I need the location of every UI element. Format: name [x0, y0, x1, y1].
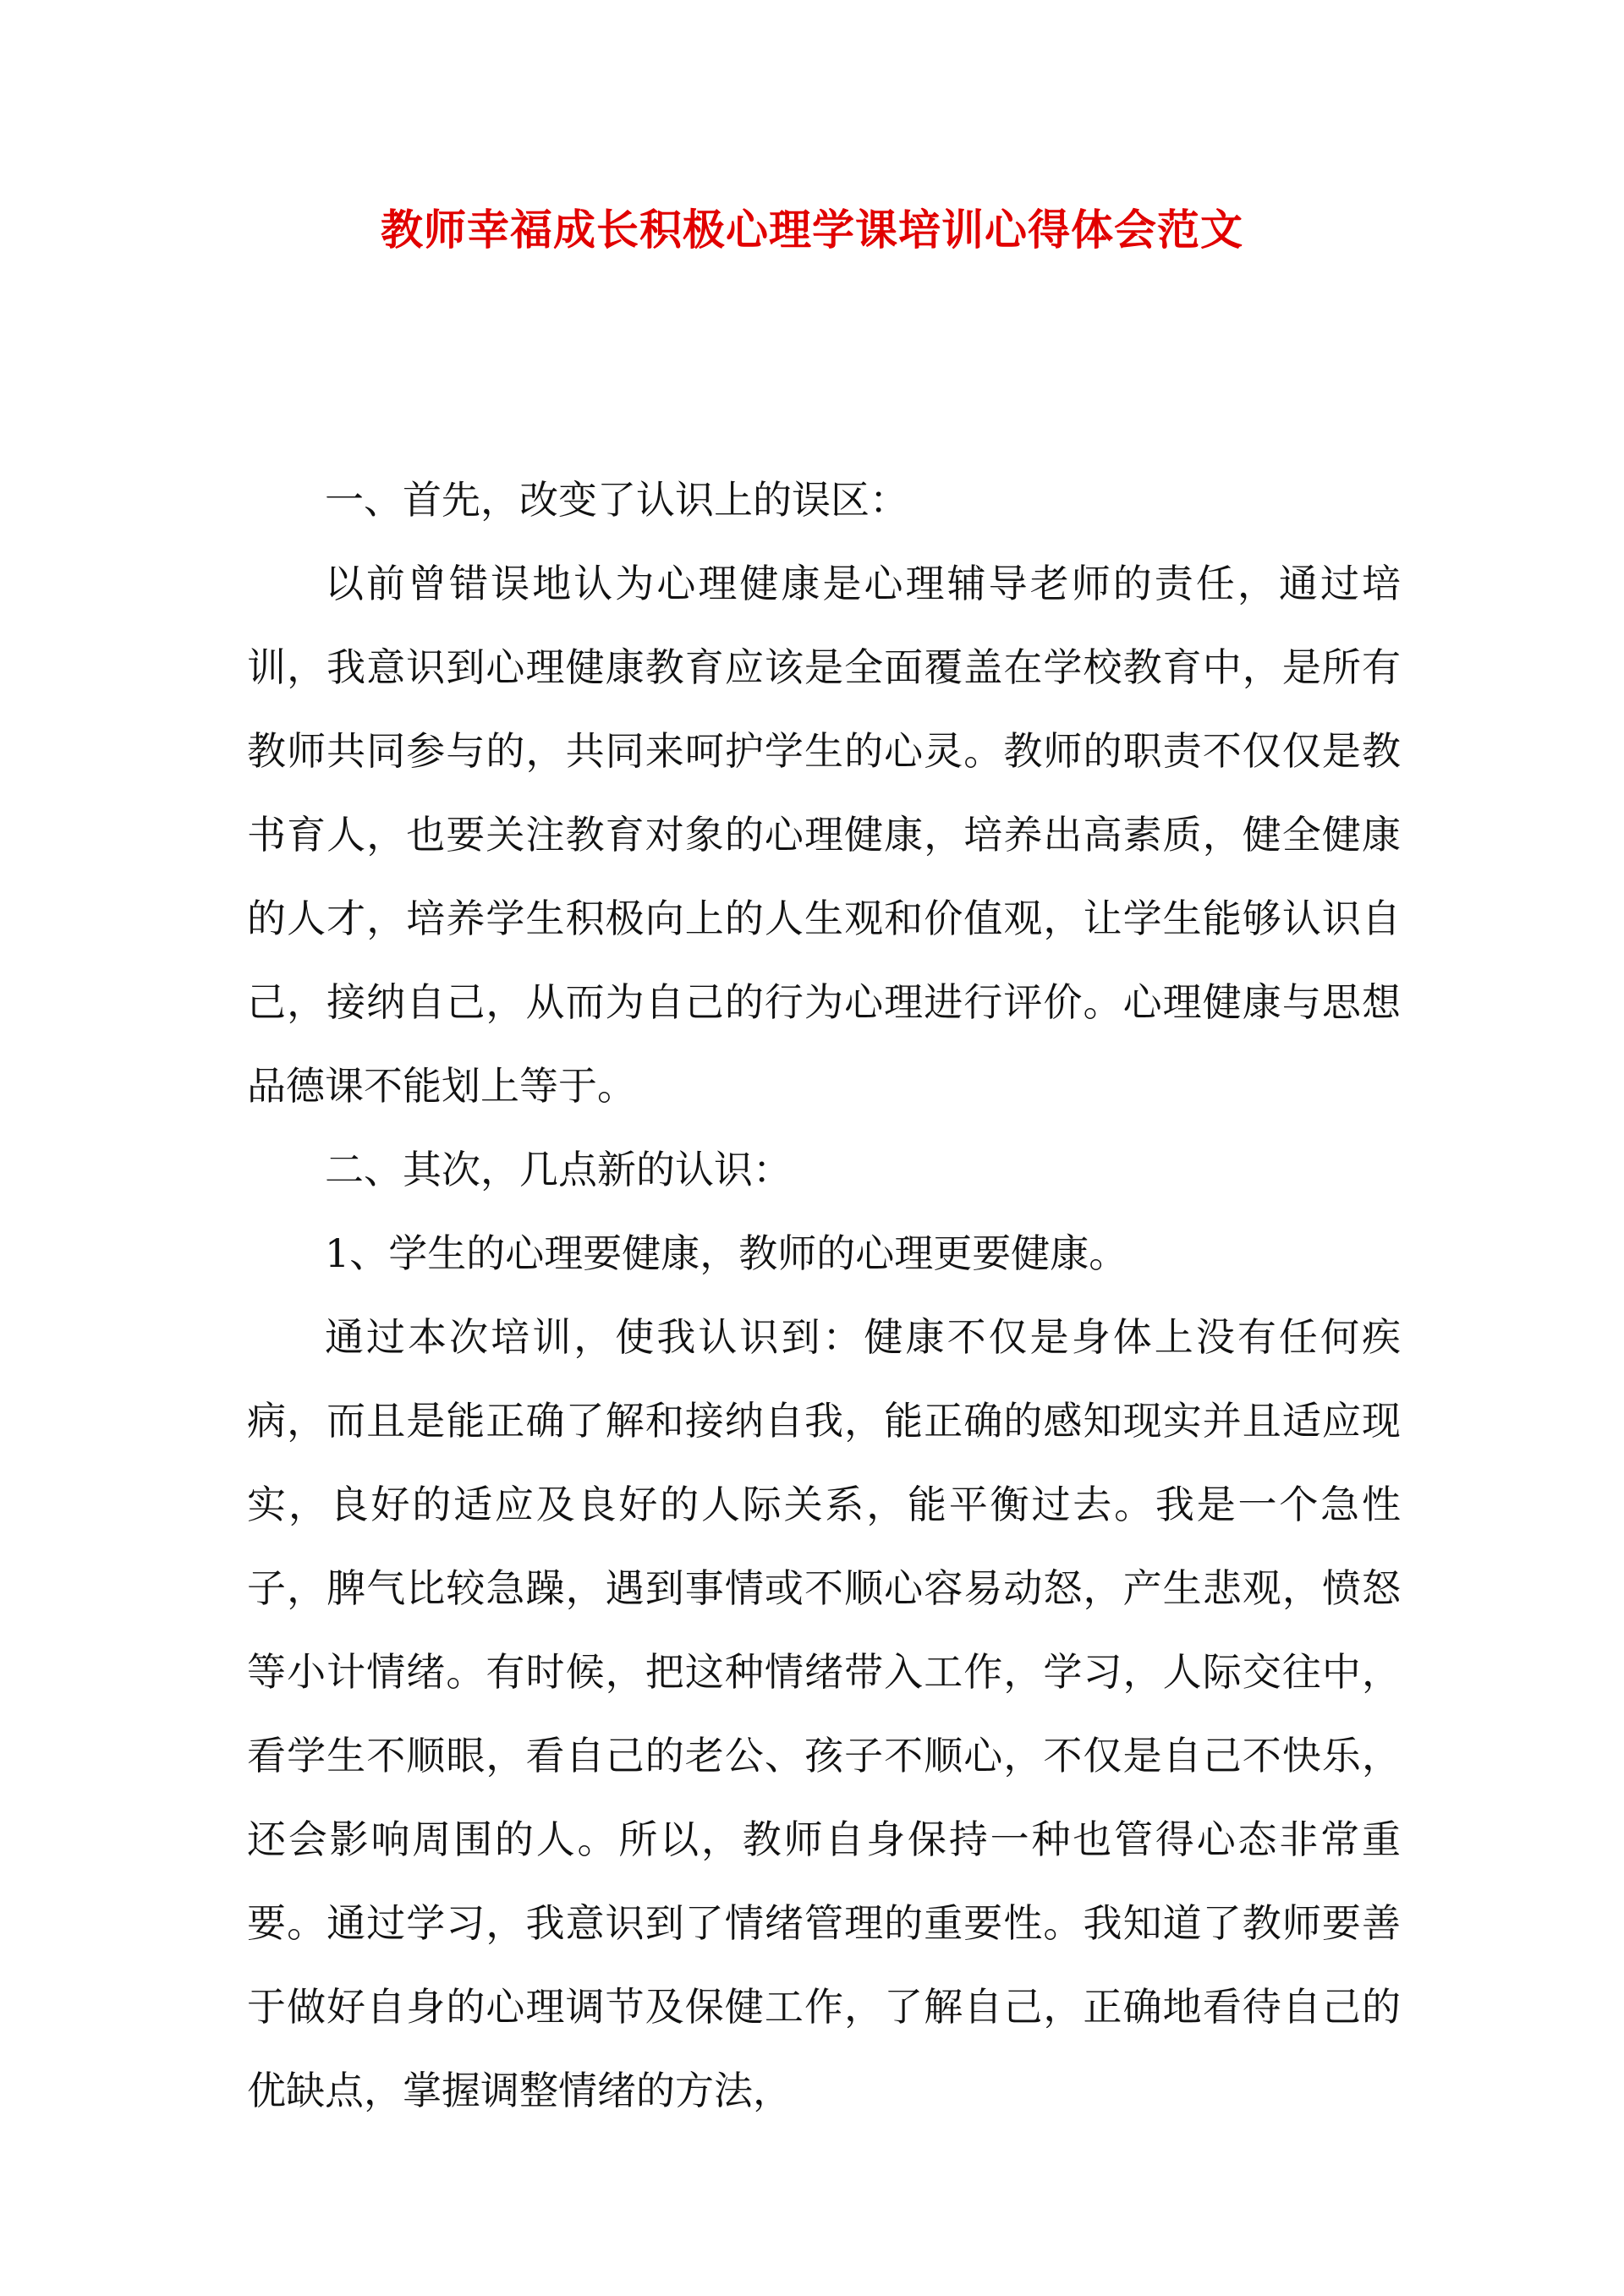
body-paragraph-1: 以前曾错误地认为心理健康是心理辅导老师的责任，通过培训，我意识到心理健康教育应该是全面覆盖在学校教育中，是所有教师共同参与的，共同来呵护学生的心灵。教师的职责不仅仅是教书育人，也要关注教育对象的心理健康，培养出高素质，健全健康的人才，培养学生积极向上的人生观和价值观，让学生能够认识自己，接纳自己，从而为自己的行为心理进行评价。心理健康与思想品德课不能划上等于。: [247, 561, 1401, 1109]
document-title: 教师幸福成长积极心理学课培训心得体会范文: [381, 205, 1243, 255]
section-heading-2: 二、其次，几点新的认识：: [325, 1147, 792, 1192]
body-paragraph-2: 通过本次培训，使我认识到：健康不仅是身体上没有任何疾病，而且是能正确了解和接纳自我，能正确的感知现实并且适应现实，良好的适应及良好的人际关系，能平衡过去。我是一个急性子，脾气比较急躁，遇到事情或不顺心容易动怒，产生悲观，愤怒等小计情绪。有时候，把这种情绪带入工作，学习，人际交往中，看学生不顺眼，看自己的老公、孩子不顺心，不仅是自己不快乐，还会影响周围的人。所以，教师自身保持一种也管得心态非常重要。通过学习，我意识到了情绪管理的重要性。我知道了教师要善于做好自身的心理调节及保健工作，了解自己，正确地看待自己的优缺点，掌握调整情绪的方法，: [247, 1314, 1401, 2113]
section-heading-1: 一、首先，改变了认识上的误区：: [325, 477, 908, 523]
subheading-1: 1、学生的心理要健康，教师的心理更要健康。: [325, 1230, 1128, 1276]
document-body: [247, 458, 1401, 2133]
